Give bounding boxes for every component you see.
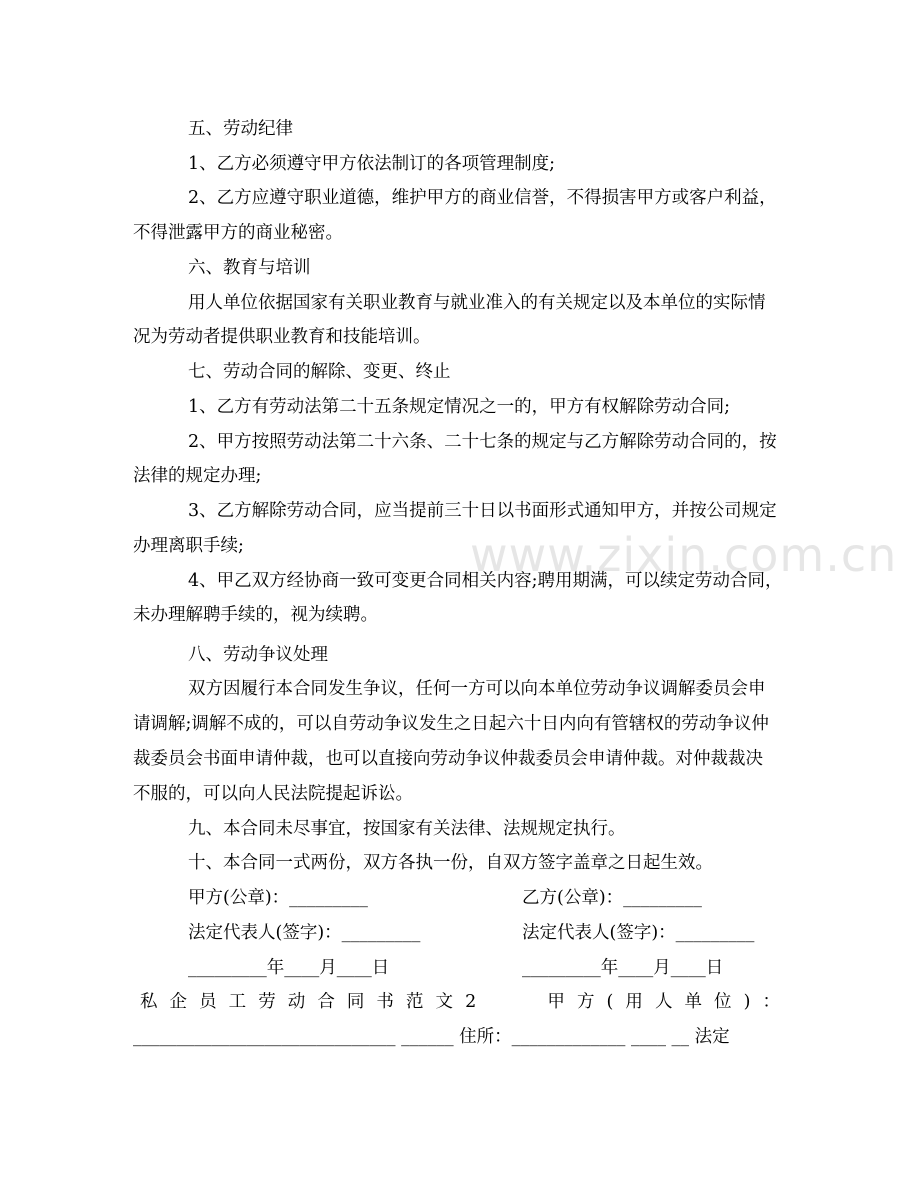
- party-a-date: _________年____月____日: [188, 958, 390, 978]
- party-a-representative: 法定代表人(签字)：_________: [188, 923, 421, 943]
- party-b-seal: 乙方(公章)：_________: [522, 888, 702, 908]
- party-b-date: _________年____月____日: [522, 958, 724, 978]
- section-10: 十、本合同一式两份，双方各执一份，自双方签字盖章之日起生效。: [188, 853, 713, 873]
- section-6-title: 六、教育与培训: [188, 258, 311, 278]
- section-5-title: 五、劳动纪律: [188, 119, 293, 139]
- section-9: 九、本合同未尽事宜，按国家有关法律、法规规定执行。: [188, 819, 626, 839]
- paragraph-line: 法律的规定办理;: [133, 466, 262, 486]
- party-b-representative: 法定代表人(签字)：_________: [522, 923, 755, 943]
- paragraph-line: 4、甲乙双方经协商一致可变更合同相关内容;聘用期满，可以续定劳动合同，: [188, 571, 783, 591]
- paragraph-line: 1、乙方必须遵守甲方依法制订的各项管理制度;: [188, 154, 556, 174]
- paragraph-line: 不得泄露甲方的商业秘密。: [133, 223, 343, 243]
- paragraph-line: 用人单位依据国家有关职业教育与就业准入的有关规定以及本单位的实际情: [188, 293, 766, 313]
- paragraph-line: 不服的，可以向人民法院提起诉讼。: [133, 784, 413, 804]
- watermark: www.zixin.com.cn: [470, 528, 898, 582]
- address-line: ______________________________ ______ 住所：_____________ ____ __ 法定: [133, 1027, 730, 1047]
- section-7-title: 七、劳动合同的解除、变更、终止: [188, 362, 451, 382]
- paragraph-line: 3、乙方解除劳动合同，应当提前三十日以书面形式通知甲方，并按公司规定: [188, 501, 777, 521]
- paragraph-line: 双方因履行本合同发生争议，任何一方可以向本单位劳动争议调解委员会申: [188, 679, 766, 699]
- paragraph-line: 2、甲方按照劳动法第二十六条、二十七条的规定与乙方解除劳动合同的，按: [188, 432, 777, 452]
- second-contract-heading: 私企员工劳动合同书范文2 甲方(用人单位)：: [140, 992, 780, 1012]
- paragraph-line: 况为劳动者提供职业教育和技能培训。: [133, 327, 431, 347]
- paragraph-line: 2、乙方应遵守职业道德，维护甲方的商业信誉，不得损害甲方或客户利益，: [188, 188, 777, 208]
- paragraph-line: 办理离职手续;: [133, 536, 244, 556]
- paragraph-line: 裁委员会书面申请仲裁，也可以直接向劳动争议仲裁委员会申请仲裁。对仲裁裁决: [133, 749, 763, 769]
- party-a-seal: 甲方(公章)：_________: [188, 888, 368, 908]
- paragraph-line: 1、乙方有劳动法第二十五条规定情况之一的，甲方有权解除劳动合同;: [188, 397, 731, 417]
- paragraph-line: 未办理解聘手续的，视为续聘。: [133, 605, 378, 625]
- paragraph-line: 请调解;调解不成的，可以自劳动争议发生之日起六十日内向有管辖权的劳动争议仲: [133, 714, 769, 734]
- section-8-title: 八、劳动争议处理: [188, 645, 328, 665]
